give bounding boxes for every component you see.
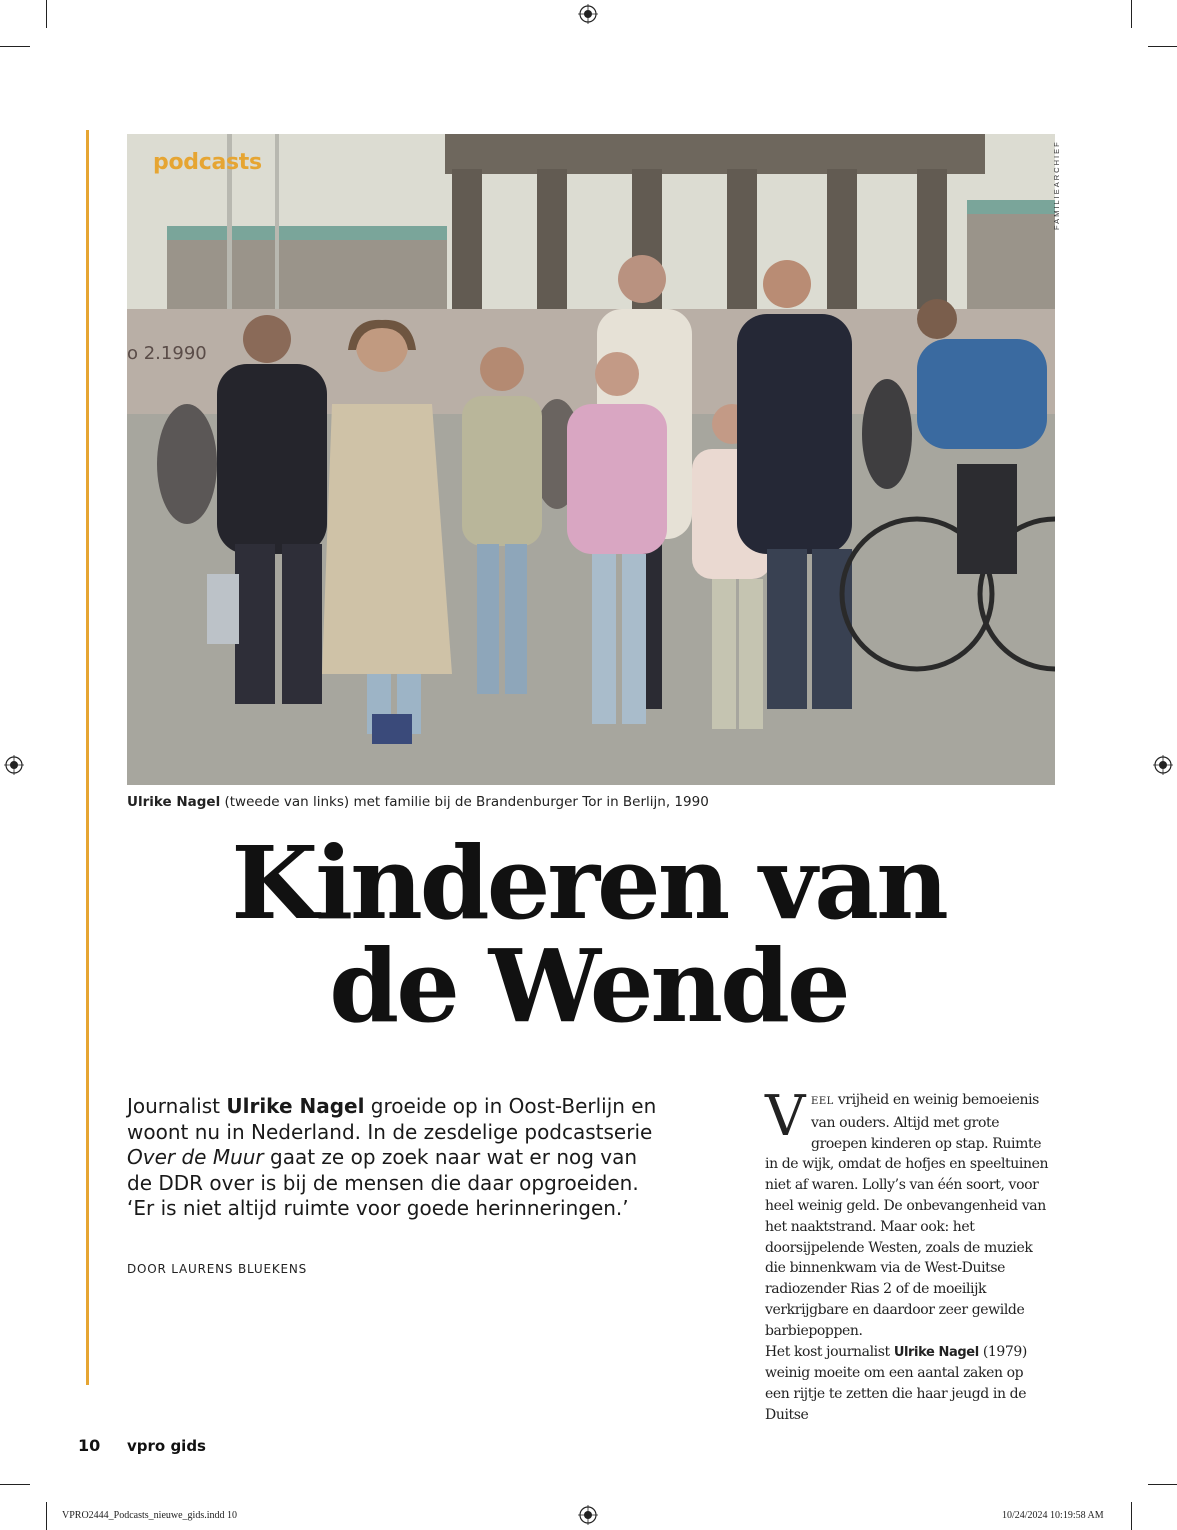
crop-mark xyxy=(46,1502,47,1530)
crop-mark xyxy=(1148,1484,1177,1485)
body-paragraph-1: vrijheid en weinig bemoeienis van ouders. Altijd met grote groepen kinderen op stap. Ruimte in de wijk, omdat de hofjes en speeltuinen niet af waren. Lolly’s van één soort, voor heel weinig geld. De onbevangenheid van het naaktstrand. Maar ook: het doorsijpelende Westen, zoals de muziek die binnenkwam via de West-Duitse radiozender Rias 2 of de moeilijk verkrijgbare en daardoor zeer gewilde barbiepoppen. xyxy=(765,1092,1049,1339)
page-number: 10 xyxy=(78,1436,101,1455)
headline-line-1: Kinderen van xyxy=(231,824,946,942)
photo-caption xyxy=(127,794,1027,810)
body-name: Ulrike Nagel xyxy=(893,1344,979,1360)
crop-mark xyxy=(0,1484,30,1485)
accent-rule xyxy=(86,130,89,1385)
graffiti-text: o 2.1990 xyxy=(127,343,207,364)
small-caps-lead: EEL xyxy=(811,1096,834,1107)
intro-paragraph xyxy=(127,1094,657,1222)
registration-mark-icon xyxy=(578,4,598,24)
section-label: podcasts xyxy=(153,150,262,175)
drop-cap: V xyxy=(765,1084,806,1149)
registration-mark-icon xyxy=(4,755,24,775)
family-photo xyxy=(127,134,1055,785)
intro-text: groeide op in Oost-Berlijn en woont nu in Nederland. In de zesdelige podcastserie xyxy=(127,1094,657,1144)
magazine-name: vpro gids xyxy=(127,1437,206,1455)
crop-mark xyxy=(0,46,30,47)
registration-mark-icon xyxy=(1153,755,1173,775)
intro-name: Ulrike Nagel xyxy=(226,1094,365,1118)
intro-text: Journalist xyxy=(127,1094,227,1118)
registration-mark-icon xyxy=(578,1505,598,1525)
body-text: (1979) weinig moeite om een aantal zaken op een rijtje te zetten die haar jeugd in de Duitse xyxy=(765,1343,1027,1423)
photo-credit: FAMILIEARCHIEF xyxy=(1052,140,1061,230)
crop-mark xyxy=(1131,1502,1132,1530)
caption-text: (tweede van links) met familie bij de Brandenburger Tor in Berlijn, 1990 xyxy=(220,794,709,810)
slug-filename: VPRO2444_Podcasts_nieuwe_gids.indd 10 xyxy=(62,1510,237,1521)
crop-mark xyxy=(1131,0,1132,28)
crop-mark xyxy=(1148,46,1177,47)
headline xyxy=(0,824,1177,1045)
slug-date: 10/24/2024 10:19:58 AM xyxy=(1002,1510,1104,1521)
intro-text: gaat ze op zoek naar wat er nog van de DDR over is bij de mensen die daar opgroeiden. ‘Er is niet altijd ruimte voor goede herinneringen.’ xyxy=(127,1145,639,1220)
intro-series-title: Over de Muur xyxy=(127,1145,264,1169)
byline: DOOR LAURENS BLUEKENS xyxy=(127,1262,308,1276)
body-text: Het kost journalist xyxy=(765,1343,894,1360)
crop-mark xyxy=(46,0,47,28)
caption-name: Ulrike Nagel xyxy=(127,794,221,810)
headline-line-2: de Wende xyxy=(329,927,848,1045)
body-column xyxy=(765,1084,1050,1426)
